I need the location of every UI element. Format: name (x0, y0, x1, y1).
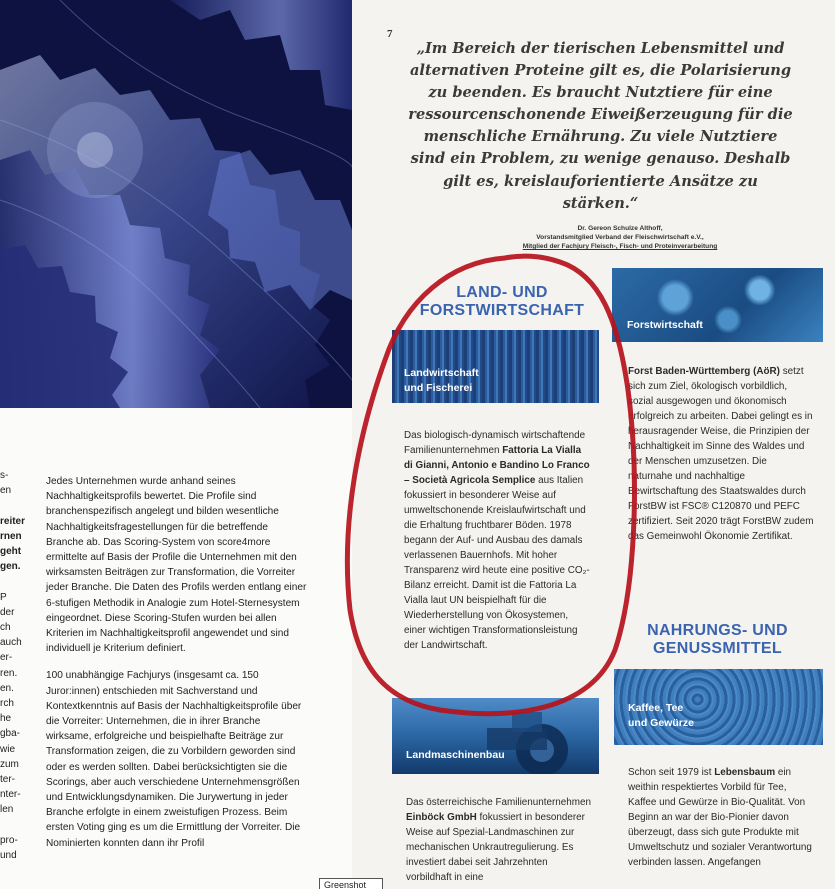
edge-fragment: er- (0, 652, 13, 664)
banner-landmaschinenbau (392, 698, 599, 774)
attribution-name: Dr. Gereon Schulze Althoff, (577, 225, 663, 232)
edge-fragment: wie (0, 743, 16, 755)
section-heading-line-1: LAND- UND (456, 284, 548, 301)
text-forst-company: Forst Baden-Württemberg (AöR) (628, 366, 780, 377)
text-landmaschinenbau-body: fokussiert in besonderer Weise auf Spezial-Landmaschinen zur mechanischen Unkrautregulierung. Es investiert dabei seit Jahrzehnten vorbildhaft in eine (406, 812, 585, 883)
left-paragraph-2: 100 unabhängige Fachjurys (insgesamt ca. 150 Juror:innen) entschieden mit Sachverstand und Kontextkenntnis auf Basis der Nachhaltigkeitsprofile über die Vorreiter: Unternehmen, die in ihrer Branche wirksame, erfolgreiche und beispielhafte Beiträge zur Transformation zeigen, die zu Vorbildern geworden sind oder es werden sollten. Dabei berücksichtigten sie die Scorings, aber auch verschiedene Unternehmensgrößen und Entwicklungsdynamiken. Die Jurywertung in jeder Branche erfolgte in einem zweistufigen Prozess. Beim ersten Voting ging es um die Ermittlung der Vorreiter. Die Nominierten konnten dann ihr Profil (46, 670, 302, 849)
attribution-jury: Mitglied der Fachjury Fleisch-, Fisch- und Proteinverarbeitung (522, 243, 718, 250)
text-forst-body: setzt sich zum Ziel, ökologisch vorbildlich, sozial ausgewogen und ökonomisch erfolgreich zu arbeiten. Dabei gelingt es in herausragender Weise, die Prinzipien der Nachhaltigkeit im Sinne des Waldes und der Menschen umzusetzen. Die naturnahe und nachhaltige Bewirtschaftung des Staatswaldes durch ForstBW ist FSC® C120870 und PEFC zertifiziert. Seit 2020 trägt ForstBW zudem das Gemeinwohl Ökonomie Zertifikat. (628, 366, 814, 542)
text-kaffee (628, 765, 814, 870)
text-kaffee-body: ein weithin respektiertes Vorbild für Tee, Kaffee und Gewürze in Bio-Qualität. Von Beginn an war der Bio-Pionier davon überzeugt, dass sich gute Produkte mit Umweltschutz und sozialer Verantwortung verbinden lassen. Angefangen (628, 767, 812, 868)
edge-fragment: en. (0, 682, 14, 694)
edge-fragment: auch (0, 637, 22, 649)
edge-fragment: reiter (0, 515, 26, 527)
quote-attribution (470, 224, 770, 251)
gear-illustration (0, 0, 352, 408)
edge-fragment (0, 498, 34, 513)
edge-fragment: len (0, 804, 14, 816)
edge-fragment (0, 574, 34, 589)
text-landwirtschaft-intro: Das biologisch-dynamisch wirtschaftende Familienunternehmen (404, 430, 586, 456)
edge-fragment: ch (0, 622, 11, 634)
gear-photo (0, 0, 352, 408)
edge-fragment: P (0, 591, 7, 603)
edge-fragment: der (0, 606, 15, 618)
text-landwirtschaft-body: aus Italien fokussiert in besonderer Weise auf umweltschonende Kreislaufwirtschaft und die Erhaltung fruchtbarer Böden. 1978 begann der Auf- und Ausbau des damals verlassenen Bauernhofs. Mit hoher Transparenz wird heute eine positive CO₂-Bilanz erreicht. Damit ist die Fattoria La Vialla laut UN beispielhaft für die Wiederherstellung von Ökosystemen, einer wichtigen Transformationsleistung der Landwirtschaft. (404, 475, 590, 651)
left-body-text (46, 474, 308, 863)
edge-fragment: rch (0, 698, 14, 710)
edge-fragment (0, 818, 34, 833)
banner-landwirtschaft-line-2: und Fischerei (404, 381, 473, 394)
text-forstwirtschaft (628, 364, 814, 544)
banner-kaffee-label (628, 701, 694, 730)
section-2-heading-line-1: NAHRUNGS- UND (647, 622, 788, 639)
text-landmaschinenbau-intro: Das österreichische Familienunternehmen (406, 797, 591, 808)
screenshot-tool-tooltip[interactable]: Greenshot (319, 878, 383, 889)
edge-fragment: en (0, 485, 12, 497)
tractor-graphic (392, 698, 599, 774)
section-heading-land-forst (392, 284, 612, 320)
banner-forstwirtschaft (612, 268, 823, 342)
text-landwirtschaft (404, 428, 592, 653)
edge-fragment: gba- (0, 728, 21, 740)
banner-kaffee (614, 669, 823, 745)
edge-fragment: rnen (0, 530, 22, 542)
edge-fragment: gen. (0, 561, 21, 573)
banner-landmaschinenbau-label: Landmaschinenbau (406, 749, 505, 761)
section-heading-nahrung (612, 622, 823, 658)
banner-kaffee-line-2: und Gewürze (628, 716, 694, 729)
left-page (0, 0, 352, 889)
edge-fragment: zum (0, 758, 19, 770)
edge-fragment: geht (0, 546, 22, 558)
edge-fragment: ren. (0, 667, 18, 679)
text-landwirtschaft-company: Fattoria La Vialla di Gianni, Antonio e Bandino Lo Franco – Società Agricola Semplice (404, 445, 590, 486)
page-number: 7 (387, 28, 393, 40)
section-heading-line-2: FORSTWIRTSCHAFT (419, 302, 585, 319)
banner-forstwirtschaft-label: Forstwirtschaft (627, 319, 703, 331)
edge-fragment: ter- (0, 774, 15, 786)
text-landmaschinenbau-company: Einböck GmbH (406, 812, 477, 823)
text-landmaschinenbau (406, 795, 592, 885)
edge-fragment: s- (0, 470, 9, 481)
text-kaffee-company: Lebensbaum (714, 767, 776, 778)
pull-quote: „Im Bereich der tierischen Lebensmittel und alternativen Proteine gilt es, die Polarisierung zu beenden. Es braucht Nutztiere für eine ressourcenschonende Eiweißerzeugung für die menschliche Ernährung. Zu viele Nutztiere sind ein Problem, zu wenige genauso. Deshalb gilt es, kreislauforientierte Ansätze zu stärken.“ (408, 40, 793, 212)
left-paragraph-1: Jedes Unternehmen wurde anhand seines Nachhaltigkeitsprofils bewertet. Die Profile sind branchenspezifisch angelegt und bilden wesentliche Nachhaltigkeitsfragestellungen für die betreffende Branche ab. Das Scoring-System von score4more ermittelte auf Basis der Profile die Unternehmen mit den wirksamsten Beiträgen zur Transformation, die Vorreiter jeder Branche. Die Daten des Profils werden entlang einer 6-stufigen Methodik in Analogie zum Hotel-Sternesystem eingeordnet. Diese Scoring-Stufen wurden bei allen Kriterien im Nachhaltigkeitsprofil angewendet und sind individuell je Kriterium definiert. (46, 476, 307, 655)
section-2-heading-line-2: GENUSSMITTEL (653, 640, 782, 657)
attribution-role: Vorstandsmitglied Verband der Fleischwirtschaft e.V., (536, 234, 704, 241)
text-kaffee-intro: Schon seit 1979 ist (628, 767, 715, 778)
edge-fragment: und (0, 850, 17, 862)
edge-fragment: he (0, 713, 12, 725)
edge-fragment: pro- (0, 834, 18, 846)
left-edge-fragments (0, 468, 34, 863)
banner-landwirtschaft-line-1: Landwirtschaft (404, 367, 479, 379)
banner-kaffee-line-1: Kaffee, Tee (628, 702, 684, 714)
banner-landwirtschaft-label (404, 366, 479, 395)
edge-fragment: nter- (0, 789, 21, 801)
banner-landwirtschaft (392, 330, 599, 403)
